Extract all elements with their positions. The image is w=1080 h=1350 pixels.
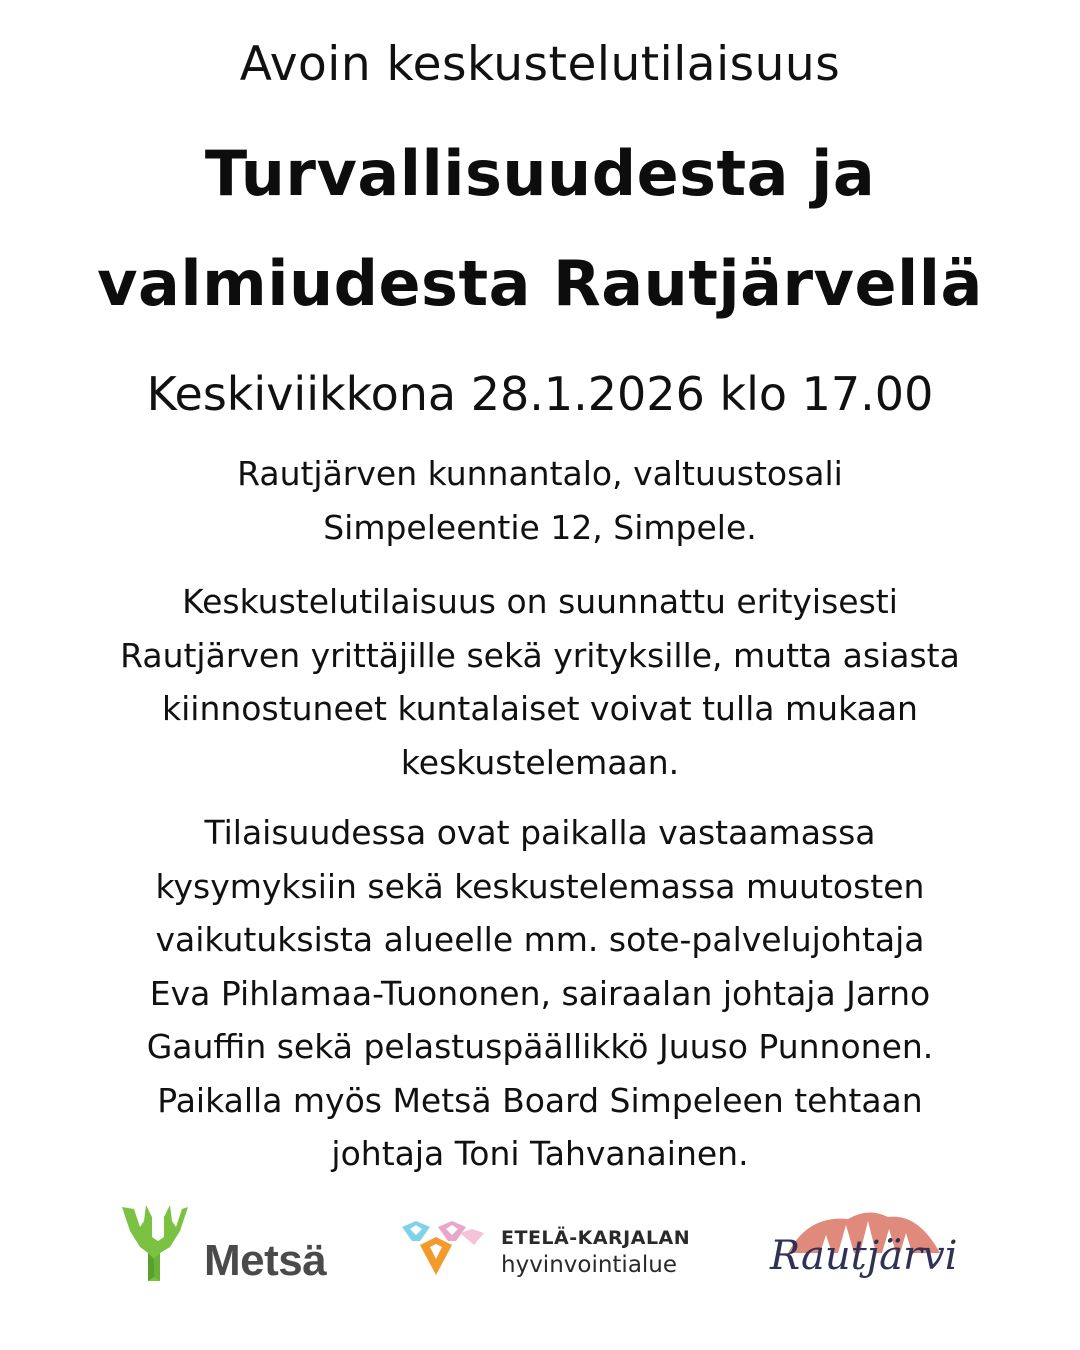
details-line: vaikutuksista alueelle mm. sote-palvelujohtaja: [155, 920, 925, 959]
location-line: Rautjärven kunnantalo, valtuustosali: [237, 454, 843, 493]
moose-antler-icon: [118, 1203, 198, 1283]
details-line: kysymyksiin sekä keskustelemassa muutosten: [155, 866, 925, 906]
rautjarvi-logo: [768, 1205, 958, 1315]
event-datetime: Keskiviikkona 28.1.2026 klo 17.00: [146, 367, 934, 421]
event-location: [60, 447, 1020, 554]
location-line: Simpeleentie 12, Simpele.: [323, 507, 757, 547]
intro-line: keskustelemaan.: [400, 742, 680, 782]
sponsor-logos: [0, 1195, 1080, 1320]
intro-line: Rautjärven yrittäjille sekä yrityksille, mutta asiasta: [120, 635, 960, 675]
etela-karjala-subtitle: hyvinvointialue: [501, 1252, 678, 1278]
title-line: valmiudesta Rautjärvellä: [97, 247, 983, 320]
details-line: johtaja Toni Tahvanainen.: [331, 1134, 749, 1173]
title-line: Turvallisuudesta ja: [204, 137, 876, 210]
event-title: [0, 138, 1080, 358]
metsa-logo: [118, 1203, 353, 1283]
intro-line: kiinnostuneet kuntalaiset voivat tulla mukaan: [162, 689, 918, 728]
intro-line: Keskustelutilaisuus on suunnattu erityisesti: [182, 582, 898, 621]
details-line: Eva Pihlamaa-Tuononen, sairaalan johtaja Jarno: [149, 973, 931, 1013]
details-paragraph: [60, 806, 1020, 1181]
details-line: Paikalla myös Metsä Board Simpeleen tehtaan: [157, 1080, 923, 1120]
etela-karjala-logo: [398, 1219, 698, 1289]
diamond-hearts-icon: [398, 1219, 494, 1281]
details-line: Tilaisuudessa ovat paikalla vastaamassa: [204, 813, 876, 852]
etela-karjala-name: ETELÄ-KARJALAN: [501, 1227, 691, 1249]
rautjarvi-logo-text: Rautjärvi: [770, 1233, 958, 1279]
details-line: Gauffin sekä pelastuspäällikkö Juuso Punnonen.: [146, 1027, 934, 1066]
event-subtitle: Avoin keskustelutilaisuus: [239, 37, 841, 92]
metsa-logo-text: Metsä: [204, 1236, 327, 1285]
intro-paragraph: [60, 575, 1020, 789]
